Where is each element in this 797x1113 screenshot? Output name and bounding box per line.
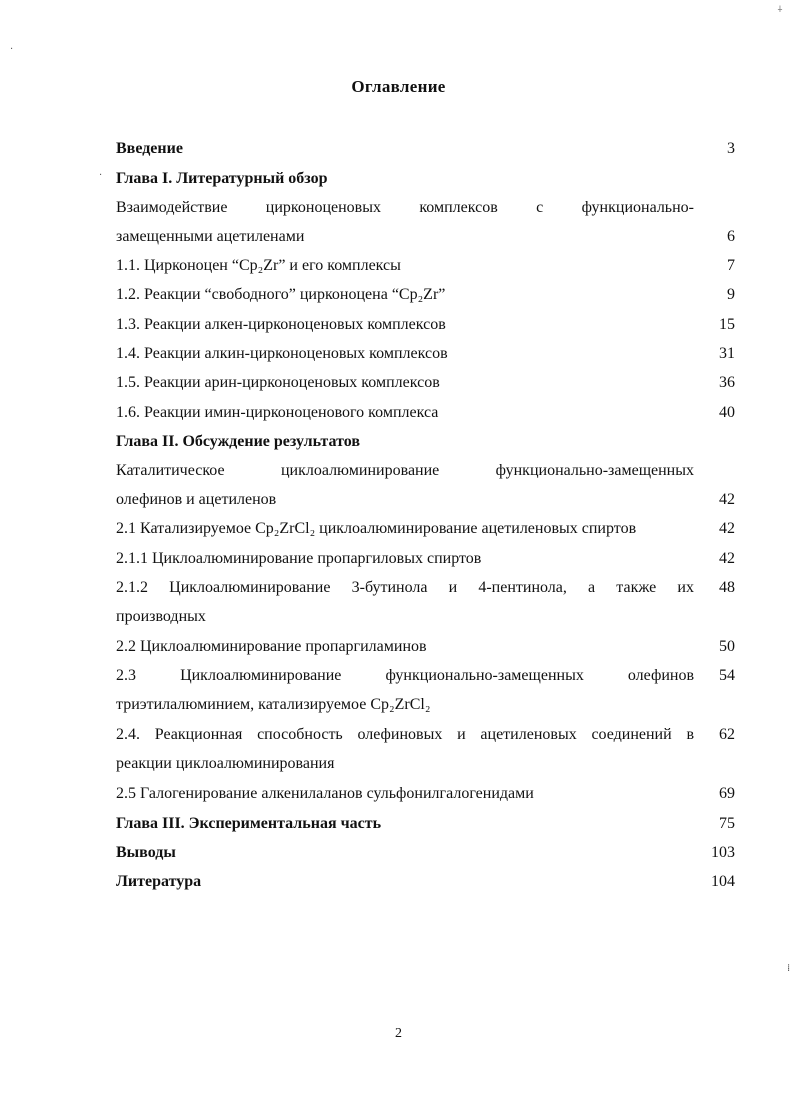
toc-entry-text: 2.5 Галогенирование алкенилаланов сульфонилгалогенидами — [116, 785, 534, 802]
toc-entry — [116, 519, 735, 549]
toc-entry — [116, 461, 735, 491]
toc-entry-text: Глава III. Экспериментальная часть — [116, 815, 382, 832]
toc-entry — [116, 139, 735, 169]
toc-entry-page: 42 — [719, 520, 735, 537]
toc-entry-text: 1.6. Реакции имин-цирконоценового комплекса — [116, 404, 439, 421]
toc-entry — [116, 872, 735, 902]
toc-entry-text: Глава II. Обсуждение результатов — [116, 433, 360, 450]
toc-entry — [116, 256, 735, 286]
toc-entry — [116, 607, 735, 637]
toc-entry — [116, 637, 735, 667]
toc-entry-text: 1.3. Реакции алкен-цирконоценовых комплексов — [116, 316, 446, 333]
toc-entry — [116, 198, 735, 228]
toc-entry-text: 1.2. Реакции “свободного” цирконоцена “Cp₂Zr” — [116, 286, 446, 303]
toc-entry — [116, 344, 735, 374]
toc-entry-page: 54 — [719, 667, 735, 684]
toc-entry-page: 36 — [719, 374, 735, 391]
toc-chapter-heading — [116, 169, 735, 199]
toc-entry-page: 9 — [727, 286, 735, 303]
toc-entry-page: 62 — [719, 726, 735, 743]
toc-entry-page: 42 — [719, 491, 735, 508]
toc-entry-page: 7 — [727, 257, 735, 274]
toc-entry-text: 2.1.2 Циклоалюминирование 3-бутинола и 4-пентинола, а также их — [116, 579, 694, 596]
toc-entry-text: 2.1.1 Циклоалюминирование пропаргиловых спиртов — [116, 550, 482, 567]
toc-entry — [116, 695, 735, 725]
toc-entry — [116, 666, 735, 696]
toc-entry — [116, 285, 735, 315]
toc-entry-page: 40 — [719, 404, 735, 421]
toc-entry-text: 1.1. Цирконоцен “Cp₂Zr” и его комплексы — [116, 257, 401, 274]
toc-entry-page: 103 — [711, 844, 735, 861]
page-title: Оглавление — [351, 77, 446, 96]
toc-entry-text: Литература — [116, 873, 202, 890]
toc-entry-page: 42 — [719, 550, 735, 567]
toc-entry — [116, 373, 735, 403]
toc-entry-text: производных — [116, 608, 206, 625]
toc-chapter-heading — [116, 432, 735, 462]
toc-entry-text: Глава I. Литературный обзор — [116, 170, 328, 187]
toc-entry — [116, 754, 735, 784]
toc-entry — [116, 725, 735, 755]
toc-entry-page: 6 — [727, 228, 735, 245]
toc-entry-text: 1.4. Реакции алкин-цирконоценовых комплексов — [116, 345, 448, 362]
toc-entry — [116, 549, 735, 579]
scan-mark-left: · — [10, 44, 14, 55]
toc-entry-page: 3 — [727, 140, 735, 157]
toc-entry-text: олефинов и ацетиленов — [116, 491, 277, 508]
toc-entry-text: реакции циклоалюминирования — [116, 755, 335, 772]
scan-mark-top-right: ⍭ — [777, 4, 783, 15]
toc-entry-page: 31 — [719, 345, 735, 362]
toc-chapter-heading — [116, 814, 735, 844]
toc-entry — [116, 315, 735, 345]
toc-entry-page: 69 — [719, 785, 735, 802]
toc-entry-text: 2.2 Циклоалюминирование пропаргиламинов — [116, 638, 427, 655]
toc-entry — [116, 578, 735, 608]
toc-entry-text: замещенными ацетиленами — [116, 228, 305, 245]
toc-entry-text: Каталитическое циклоалюминирование функционально-замещенных — [116, 462, 694, 479]
toc-entry-text: Введение — [116, 140, 183, 157]
toc-entry — [116, 403, 735, 433]
toc-entry — [116, 490, 735, 520]
page-number: 2 — [395, 1026, 402, 1041]
toc-entry-text: 1.5. Реакции арин-цирконоценовых комплексов — [116, 374, 440, 391]
toc-entry-text: Выводы — [116, 844, 176, 861]
scan-mark-left-2: · — [99, 170, 103, 181]
toc-entry-text: Взаимодействие цирконоценовых комплексов с функционально- — [116, 199, 694, 216]
toc-entry-page: 75 — [719, 815, 735, 832]
scan-mark-right: ⁞ — [787, 963, 791, 974]
toc-entry-page: 104 — [711, 873, 735, 890]
toc-entry — [116, 784, 735, 814]
toc-entry-text: 2.4. Реакционная способность олефиновых и ацетиленовых соединений в — [116, 726, 694, 743]
toc-entry — [116, 843, 735, 873]
toc-entry-text: 2.3 Циклоалюминирование функционально-замещенных олефинов — [116, 667, 694, 684]
toc-entry-page: 15 — [719, 316, 735, 333]
toc-entry-text: 2.1 Катализируемое Cp₂ZrCl₂ циклоалюминирование ацетиленовых спиртов — [116, 520, 637, 537]
toc-entry-page: 48 — [719, 579, 735, 596]
toc-entry-page: 50 — [719, 638, 735, 655]
toc-entry — [116, 227, 735, 257]
toc-entry-text: триэтилалюминием, катализируемое Cp₂ZrCl₂ — [116, 696, 431, 713]
